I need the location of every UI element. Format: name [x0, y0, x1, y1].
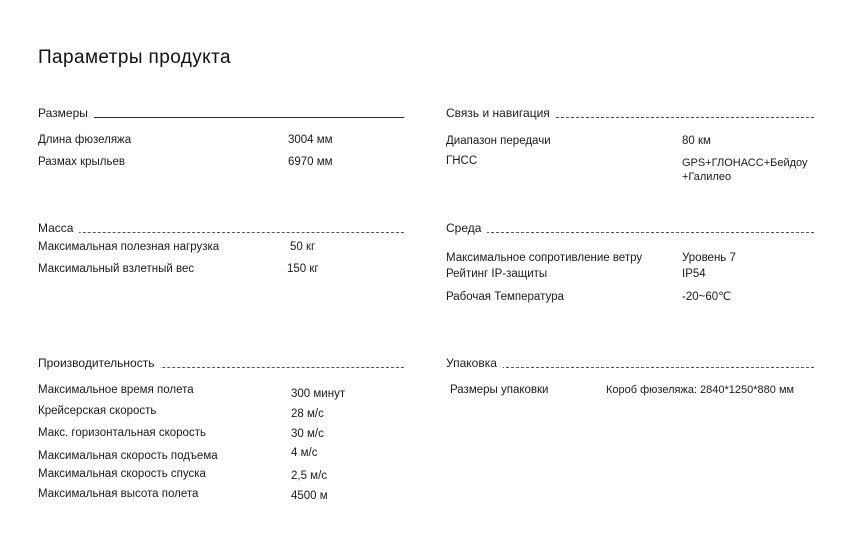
section-header [446, 356, 814, 370]
section-title-dimensions: Размеры [38, 106, 94, 120]
section-header [446, 106, 814, 120]
spec-value: IP54 [682, 268, 706, 280]
spec-row-gnss [446, 155, 814, 185]
section-header [38, 356, 404, 370]
spec-value: -20~60℃ [682, 291, 732, 303]
section-environment [446, 221, 814, 311]
section-comm [446, 106, 814, 196]
spec-label: Максимальное сопротивление ветру [446, 252, 643, 264]
spec-value: 30 м/с [291, 428, 324, 440]
spec-value: Уровень 7 [682, 252, 736, 264]
section-title-packaging: Упаковка [446, 356, 503, 370]
section-header [38, 221, 404, 235]
spec-value: 300 минут [291, 388, 346, 400]
section-title-performance: Производительность [38, 356, 160, 370]
section-packaging [446, 356, 814, 406]
spec-label: ГНСС [446, 155, 478, 167]
spec-value: 50 кг [290, 241, 316, 253]
spec-value: Короб фюзеляжа: 2840*1250*880 мм [606, 384, 795, 396]
spec-value: 80 км [682, 135, 711, 147]
spec-label: Максимальный взлетный вес [38, 263, 195, 275]
spec-row-cruise-speed [38, 405, 404, 423]
spec-label: Размах крыльев [38, 156, 125, 168]
spec-value: 3004 мм [288, 134, 333, 146]
section-mass [38, 221, 404, 291]
spec-label: Максимальная высота полета [38, 488, 199, 500]
section-header [38, 106, 404, 120]
spec-row-max-descent-speed [38, 468, 404, 486]
spec-label: Макс. горизонтальная скорость [38, 427, 206, 439]
section-header [446, 221, 814, 235]
spec-label: Рейтинг IP-защиты [446, 268, 548, 280]
spec-label: Рабочая Температура [446, 291, 564, 303]
spec-label: Диапазон передачи [446, 135, 551, 147]
page-title: Параметры продукта [38, 47, 231, 68]
spec-value: 4 м/с [291, 447, 318, 459]
spec-label: Максимальное время полета [38, 384, 194, 396]
spec-label: Длина фюзеляжа [38, 134, 132, 146]
section-title-environment: Среда [446, 221, 487, 235]
spec-value: 4500 м [291, 490, 328, 502]
spec-row-max-climb-speed [38, 447, 404, 465]
spec-value: 150 кг [287, 263, 319, 275]
spec-value: 28 м/с [291, 408, 324, 420]
section-divider [446, 232, 814, 233]
spec-label: Максимальная полезная нагрузка [38, 241, 220, 253]
spec-value: 6970 мм [288, 156, 333, 168]
spec-value: GPS+ГЛОНАСС+Бейдоу +Галилео [682, 157, 808, 183]
spec-label: Максимальная скорость спуска [38, 468, 206, 480]
section-divider [38, 232, 404, 233]
spec-row-max-flight-time [38, 384, 404, 402]
section-dimensions [38, 106, 404, 186]
spec-label: Максимальная скорость подъема [38, 450, 218, 462]
section-title-comm: Связь и навигация [446, 106, 556, 120]
section-performance [38, 356, 404, 506]
spec-label: Крейсерская скорость [38, 405, 157, 417]
spec-label: Размеры упаковки [450, 384, 549, 396]
section-title-mass: Масса [38, 221, 79, 235]
spec-row-max-flight-altitude [38, 488, 404, 506]
spec-row-max-horizontal-speed [38, 427, 404, 445]
spec-value: 2,5 м/с [291, 470, 328, 482]
